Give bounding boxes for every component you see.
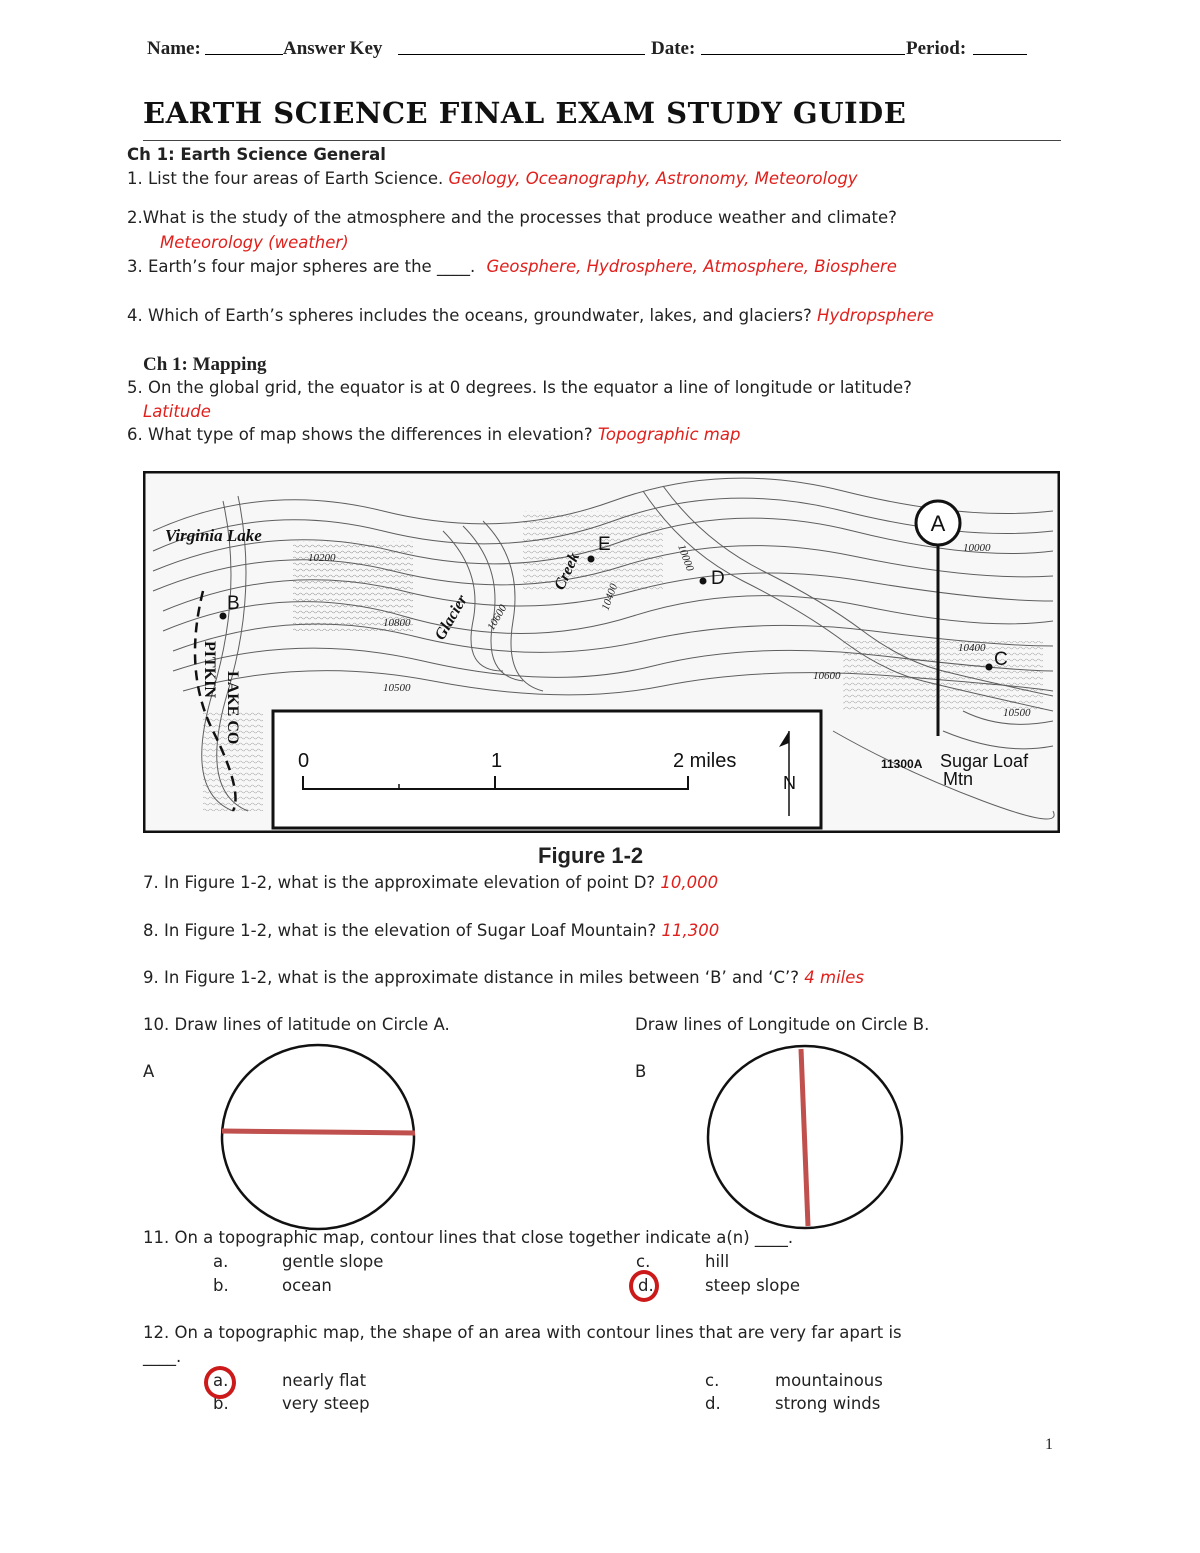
question-4 [127, 306, 934, 325]
q12-option-d-text: strong winds [775, 1394, 881, 1413]
date-field[interactable] [701, 38, 905, 61]
q12-option-c-text: mountainous [775, 1371, 883, 1390]
contour-label: 10400 [958, 642, 986, 654]
question-1-text: 1. List the four areas of Earth Science. [127, 169, 444, 188]
question-4-text: 4. Which of Earth’s spheres includes the oceans, groundwater, lakes, and glaciers? [127, 306, 812, 325]
q12-selected-answer-circle [204, 1366, 236, 1399]
question-8-answer: 11,300 [661, 921, 720, 940]
question-3 [127, 257, 897, 276]
question-3-answer: Geosphere, Hydrosphere, Atmosphere, Biosphere [486, 257, 897, 276]
q12-option-b-text: very steep [282, 1394, 370, 1413]
map-label-pitkin: PITKIN [201, 641, 218, 698]
contour-label: 10500 [1003, 707, 1031, 719]
name-field-rest[interactable] [398, 38, 645, 61]
map-point-c-label: C [994, 649, 1008, 670]
map-label-sugar-loaf: Sugar Loaf [940, 751, 1029, 771]
page-title: EARTH SCIENCE FINAL EXAM STUDY GUIDE [143, 96, 907, 130]
question-10b-text: Draw lines of Longitude on Circle B. [635, 1015, 930, 1034]
circle-a-latitude-line [222, 1131, 415, 1133]
question-6-answer: Topographic map [597, 425, 741, 444]
map-point-b-label: B [227, 593, 240, 614]
map-label-virginia-lake: Virginia Lake [165, 526, 262, 545]
question-1-answer: Geology, Oceanography, Astronomy, Meteorology [448, 169, 858, 188]
date-label: Date: [651, 38, 696, 59]
contour-label: 10200 [308, 552, 336, 564]
page-number: 1 [1045, 1436, 1053, 1453]
q11-option-d-text: steep slope [705, 1276, 800, 1295]
question-3-text: 3. Earth’s four major spheres are the ____. [127, 257, 476, 276]
map-label-mtn: Mtn [943, 769, 974, 789]
circle-a-outline [222, 1045, 414, 1229]
map-scale-box [273, 711, 821, 828]
figure-caption: Figure 1-2 [538, 843, 644, 868]
contour-label: 10600 [485, 602, 510, 633]
question-5-answer: Latitude [143, 402, 211, 421]
contour-label: 10800 [383, 617, 411, 629]
question-1 [127, 169, 858, 188]
question-9-text: 9. In Figure 1-2, what is the approximate distance in miles between ‘B’ and ‘C’? [143, 968, 799, 987]
q11-selected-answer-circle [629, 1270, 659, 1302]
map-label-sugar-loaf-elevation: 11300A [881, 757, 923, 771]
circle-a-drawing[interactable] [210, 1040, 430, 1240]
question-9 [143, 968, 864, 987]
question-2-text: 2.What is the study of the atmosphere and the processes that produce weather and climate? [127, 208, 897, 227]
scale-label-2-miles: 2 miles [673, 750, 737, 772]
question-7 [143, 873, 718, 892]
title-divider [143, 140, 1061, 141]
scale-label-1: 1 [491, 750, 503, 772]
question-7-answer: 10,000 [660, 873, 719, 892]
contour-label: 10600 [813, 670, 841, 682]
circle-b-longitude-line [801, 1049, 808, 1226]
circle-b-drawing[interactable] [700, 1040, 920, 1240]
q11-option-b-text: ocean [282, 1276, 332, 1295]
name-value: Answer Key [283, 38, 383, 59]
q11-option-b-letter[interactable]: b. [213, 1276, 229, 1295]
question-2-answer: Meteorology (weather) [160, 233, 349, 252]
q12-option-b-letter[interactable]: b. [213, 1394, 229, 1413]
question-6-text: 6. What type of map shows the differences in elevation? [127, 425, 593, 444]
question-4-answer: Hydropsphere [817, 306, 934, 325]
q12-option-a-text: nearly flat [282, 1371, 367, 1390]
scale-label-0: 0 [298, 750, 310, 772]
map-point-a-label: A [930, 511, 946, 536]
q11-option-a-text: gentle slope [282, 1252, 384, 1271]
contour-label: 10400 [599, 582, 621, 613]
north-label: N [783, 773, 796, 793]
q11-option-c-letter[interactable]: c. [636, 1252, 651, 1271]
q12-option-c-letter[interactable]: c. [705, 1371, 720, 1390]
q11-option-d-letter[interactable]: d. [638, 1276, 654, 1295]
question-5-text: 5. On the global grid, the equator is at 0 degrees. Is the equator a line of longitude or latitude? [127, 378, 912, 397]
map-label-glacier: Glacier [431, 592, 471, 643]
question-6 [127, 425, 740, 444]
section-heading-mapping: Ch 1: Mapping [143, 354, 267, 375]
period-field[interactable] [973, 38, 1027, 61]
contour-label: 10000 [963, 542, 991, 554]
question-8 [143, 921, 719, 940]
topographic-map-figure [143, 471, 1060, 833]
map-label-creek: Creek [551, 550, 584, 593]
q11-option-c-text: hill [705, 1252, 730, 1271]
q11-option-a-letter[interactable]: a. [213, 1252, 229, 1271]
map-point-d-label: D [711, 568, 725, 589]
circle-a-label: A [143, 1062, 155, 1081]
contour-label: 10000 [675, 542, 696, 573]
question-11-text: 11. On a topographic map, contour lines that close together indicate a(n) ____. [143, 1228, 794, 1247]
question-12-blank: ____. [143, 1347, 182, 1366]
period-label: Period: [906, 38, 967, 59]
circle-b-label: B [635, 1062, 647, 1081]
q12-option-d-letter[interactable]: d. [705, 1394, 721, 1413]
q12-option-a-letter[interactable]: a. [213, 1371, 229, 1390]
question-8-text: 8. In Figure 1-2, what is the elevation of Sugar Loaf Mountain? [143, 921, 657, 940]
name-label: Name: [147, 38, 201, 59]
question-9-answer: 4 miles [804, 968, 864, 987]
question-12-text: 12. On a topographic map, the shape of an area with contour lines that are very far apart is [143, 1323, 902, 1342]
map-point-e-label: E [598, 534, 611, 555]
map-label-lake-co: LAKE CO [224, 671, 241, 745]
question-7-text: 7. In Figure 1-2, what is the approximate elevation of point D? [143, 873, 656, 892]
section-heading-general: Ch 1: Earth Science General [127, 145, 386, 164]
name-field[interactable] [205, 38, 283, 61]
contour-label: 10500 [383, 682, 411, 694]
question-10a-text: 10. Draw lines of latitude on Circle A. [143, 1015, 450, 1034]
